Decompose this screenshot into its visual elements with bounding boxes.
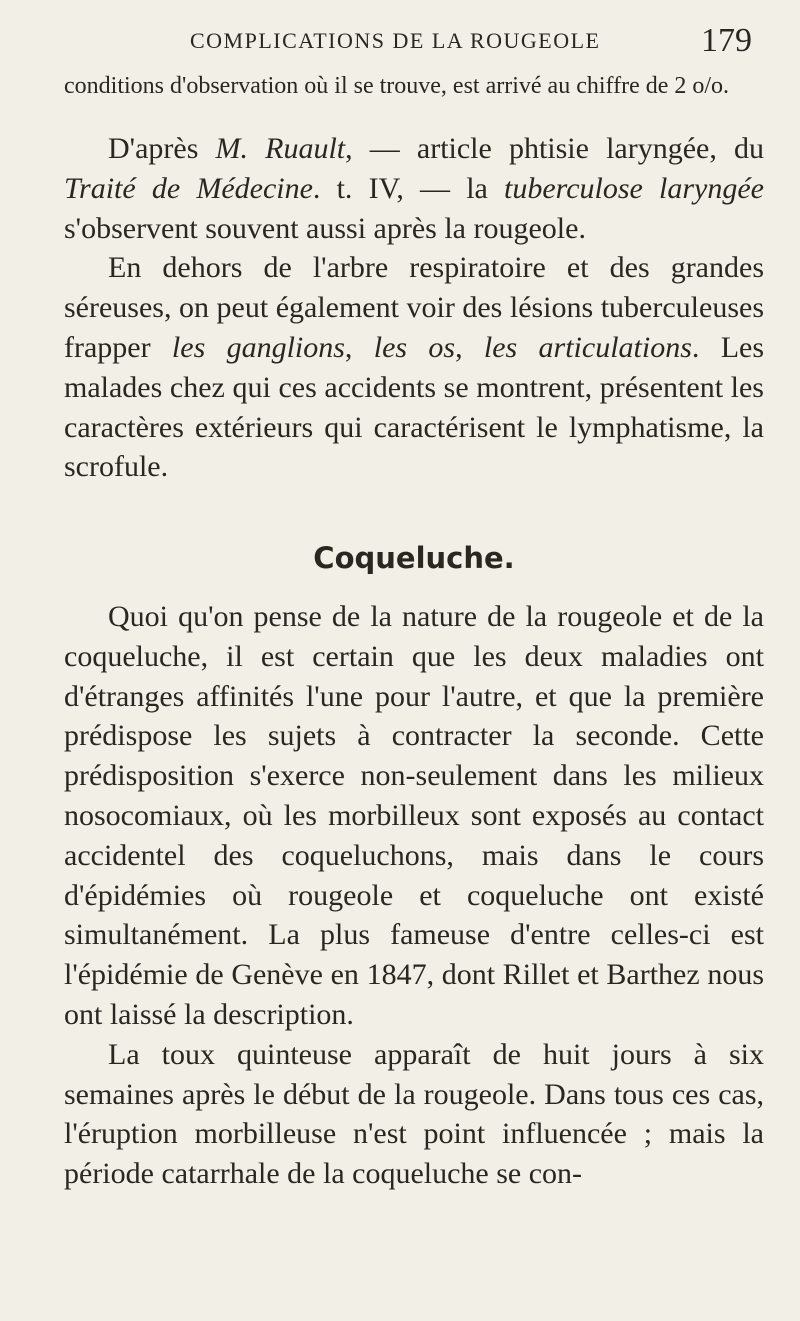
italic-term: les ganglions [171, 330, 345, 364]
text-run: , [344, 330, 374, 364]
page-number: 179 [701, 22, 752, 59]
text-run: . t. IV, — la [312, 171, 505, 205]
author-name: M. Ruault [215, 132, 346, 165]
text-run: D'après [108, 132, 216, 165]
text-run: s'observent souvent aussi après la rougeole. [64, 211, 586, 245]
page-header [0, 22, 800, 62]
text-run: . Les malades chez qui ces accidents se montrent, présentent les caractères extérieurs qui caractérisent le lymphatisme, la scrofule. [64, 330, 765, 484]
italic-term: les os [373, 330, 456, 364]
paragraph-lesions [64, 248, 764, 487]
text-run: , — article phtisie laryngée, du [345, 132, 764, 165]
page-body [64, 72, 764, 1194]
work-title: Traité de Médecine [64, 171, 313, 205]
paragraph-continued: conditions d'observation où il se trouve, est arrivé au chiffre de 2 o/o. [64, 73, 730, 99]
paragraph-coqueluche: Quoi qu'on pense de la nature de la rougeole et de la coqueluche, il est certain que les deux maladies ont d'étranges affinités l'une pour l'autre, et que la première prédispose les sujets à contracter la seconde. Cette prédisposition s'exerce non-seulement dans les milieux nosocomiaux, où les morbilleux sont exposés au contact accidentel des coqueluchons, mais dans le cours d'épidémies où rougeole et coqueluche ont existé simultanément. La plus fameuse d'entre celles-ci est l'épidémie de Genève en 1847, dont Rillet et Barthez nous ont laissé la description. [64, 599, 764, 1031]
text-run: En dehors de l'arbre respiratoire et des grandes séreuses, on peut également voir des lésions tuberculeuses frapper [64, 251, 764, 364]
running-title: COMPLICATIONS DE LA ROUGEOLE [190, 28, 601, 53]
text-run: , [455, 330, 484, 364]
paragraph-ruault [64, 129, 764, 248]
italic-term: les articulations [483, 330, 692, 364]
medical-term: tuberculose laryngée [504, 171, 764, 205]
section-title: Coqueluche. [313, 541, 515, 576]
paragraph-toux: La toux quinteuse apparaît de huit jours à six semaines après le début de la rougeole. Dans tous ces cas, l'éruption morbilleuse n'est point influencée ; mais la période catarrhale de la coqueluche se con- [64, 1037, 764, 1191]
